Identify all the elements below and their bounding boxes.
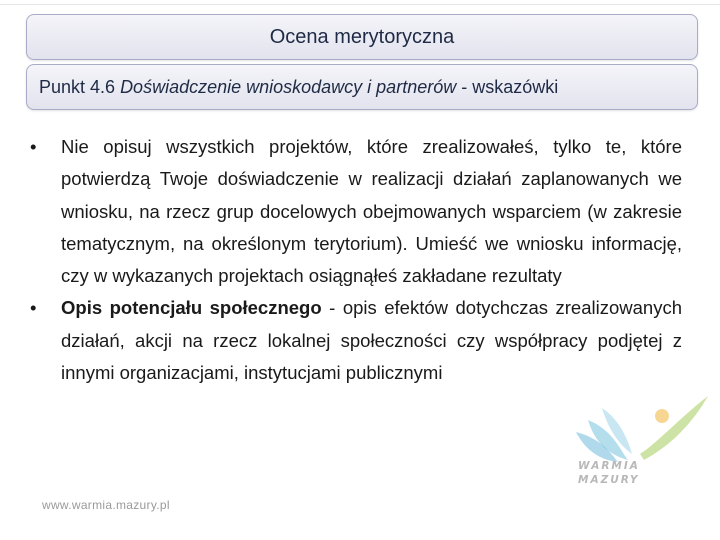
bullet-text: Nie opisuj wszystkich projektów, które zrealizowałeś, tylko te, które potwierdzą Twoje doświadczenie w realizacji działań zaplanowanych we wniosku, na rzecz grup docelowych obejmowanych wsparciem (w zakresie tematycznym, na określonym terytorium). Umieść we wniosku informację, czy w wykazanych projektach osiągnąłeś zakładane rezultaty: [61, 136, 682, 287]
slide-title-bar: [26, 14, 698, 60]
top-divider: [0, 4, 720, 5]
bullet-item-1: [30, 131, 682, 292]
logo-text-line1: WARMIA: [578, 460, 640, 472]
subtitle-suffix: - wskazówki: [456, 77, 559, 97]
subtitle-italic: Doświadczenie wnioskodawcy i partnerów: [120, 77, 457, 97]
footer-url: www.warmia.mazury.pl: [42, 498, 170, 512]
bullet-text: - opis efektów dotychczas zrealizowanych działań, akcji na rzecz lokalnej społeczności czy współpracy podjętej z innymi organizacjami, instytucjami publicznymi: [61, 297, 682, 384]
section-subtitle-bar: [26, 64, 698, 110]
bullet-item-2: [30, 292, 682, 389]
bullet-list: [30, 131, 682, 389]
bullet-marker: •: [30, 136, 37, 157]
subtitle-prefix: Punkt 4.6: [39, 77, 121, 97]
bullet-marker: •: [30, 297, 37, 319]
bullet-bold-text: Opis potencjału społecznego: [61, 297, 322, 319]
slide-title: Ocena merytoryczna: [269, 26, 455, 48]
logo-text-line2: MAZURY: [578, 474, 640, 486]
